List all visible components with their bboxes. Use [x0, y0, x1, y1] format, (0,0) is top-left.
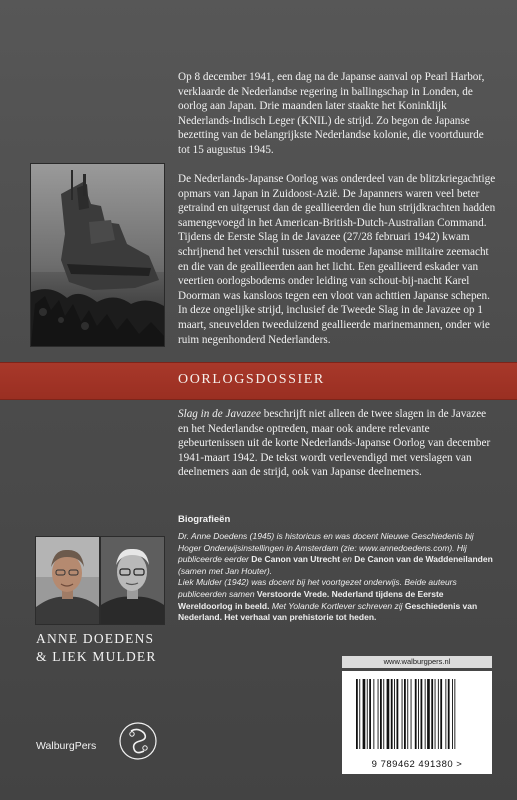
body-paragraph: De Nederlands-Japanse Oorlog was onderdeel van de blitzkriegachtige opmars van Japan in Zuidoost-Azië. De Japanners waren veel beter getraind en uitgerust dan de geallieerden die hun strijdkrachten hadden samengevoegd in het American-British-Dutch-Australian Command. Tijdens de Eerste Slag in de Javazee (27/28 februari 1942) kwam schrijnend het verschil tussen de moderne Japanse militaire zeemacht en die van de geallieerden aan het licht. Een geallieerd eskader van veertien oorlogsbodems onder leiding van schout-bij-nacht Karel Doorman was kansloos tegen een vloot van achttien Japanse schepen. In deze ongelijke strijd, inclusief de Tweede Slag in de Javazee op 1 maart, sneuvelden tweeduizend geallieerde marinemannen, onder wie ruim negenhonderd Nederlanders.: [178, 173, 496, 346]
summary-text: beschrijft niet alleen de twee slagen in de Javazee en het Nederlandse optreden, maar ook andere relevante gebeurtenissen uit de korte Nederlands-Japanse Oorlog van december 1941-maart 1942. De tekst wordt verlevendigd met verslagen van deelnemers aan de strijd, ook van Japanse deelnemers.: [178, 408, 491, 479]
mulder-book-2: Geschiedenis van Nederland. Het verhaal van prehistorie tot heden.: [178, 600, 478, 623]
portrait-mulder-illustration: [101, 537, 164, 624]
summary-paragraph: [178, 407, 496, 480]
series-band: [0, 362, 517, 400]
biography-text: [178, 531, 498, 624]
mulder-bio-a: Liek Mulder (1942) was docent bij het voortgezet onderwijs. Beide auteurs publiceerden samen: [178, 577, 457, 599]
author-line-2: & LIEK MULDER: [36, 649, 157, 664]
barcode-number: 9 789462 491380 >: [371, 759, 463, 770]
isbn-barcode: [342, 671, 492, 774]
author-portrait-mulder: [100, 536, 165, 625]
author-portrait-doedens: [35, 536, 100, 625]
publisher-name: WalburgPers: [36, 740, 97, 752]
battleship-illustration: [31, 164, 164, 346]
intro-paragraph: Op 8 december 1941, een dag na de Japanse aanval op Pearl Harbor, verklaarde de Nederlandse regering in ballingschap in Londen, de oorlog aan Japan. Drie maanden later staakte het Koninklijk Nederlands-Indisch Leger (KNIL) de strijd. Zo begon de Japanse bezetting van de belangrijkste Nederlandse kolonie, die voortduurde tot 15 augustus 1945.: [178, 71, 485, 156]
series-title: OORLOGSDOSSIER: [178, 372, 325, 387]
author-names: [36, 630, 157, 666]
biography-heading: Biografieën: [178, 514, 231, 525]
author-line-1: ANNE DOEDENS: [36, 631, 155, 646]
publisher-logo-icon: [118, 721, 158, 761]
doedens-bio-and: en: [340, 554, 355, 565]
publisher-block: [36, 711, 176, 761]
portrait-doedens-illustration: [36, 537, 99, 624]
mulder-bio-b: Met Yolande Kortlever schreven zij: [269, 600, 405, 611]
book-title: Slag in de Javazee: [178, 408, 261, 420]
doedens-bio-a: Dr. Anne Doedens (1945) is historicus en was docent Nieuwe Geschiedenis bij Hoger Onderwijsinstellingen in Amsterdam (zie: www.annedoedens.com). Hij publiceerde eerder: [178, 531, 474, 565]
doedens-bio-b: (samen met Jan Houter).: [178, 565, 273, 576]
barcode-icon: [342, 671, 492, 757]
doedens-book-2: De Canon van de Waddeneilanden: [354, 554, 493, 565]
publisher-url: www.walburgpers.nl: [342, 656, 492, 668]
mulder-book-1: Verstoorde Vrede. Nederland tijdens de Eerste Wereldoorlog in beeld.: [178, 588, 444, 611]
battleship-photo: [30, 163, 165, 347]
doedens-book-1: De Canon van Utrecht: [251, 554, 341, 565]
